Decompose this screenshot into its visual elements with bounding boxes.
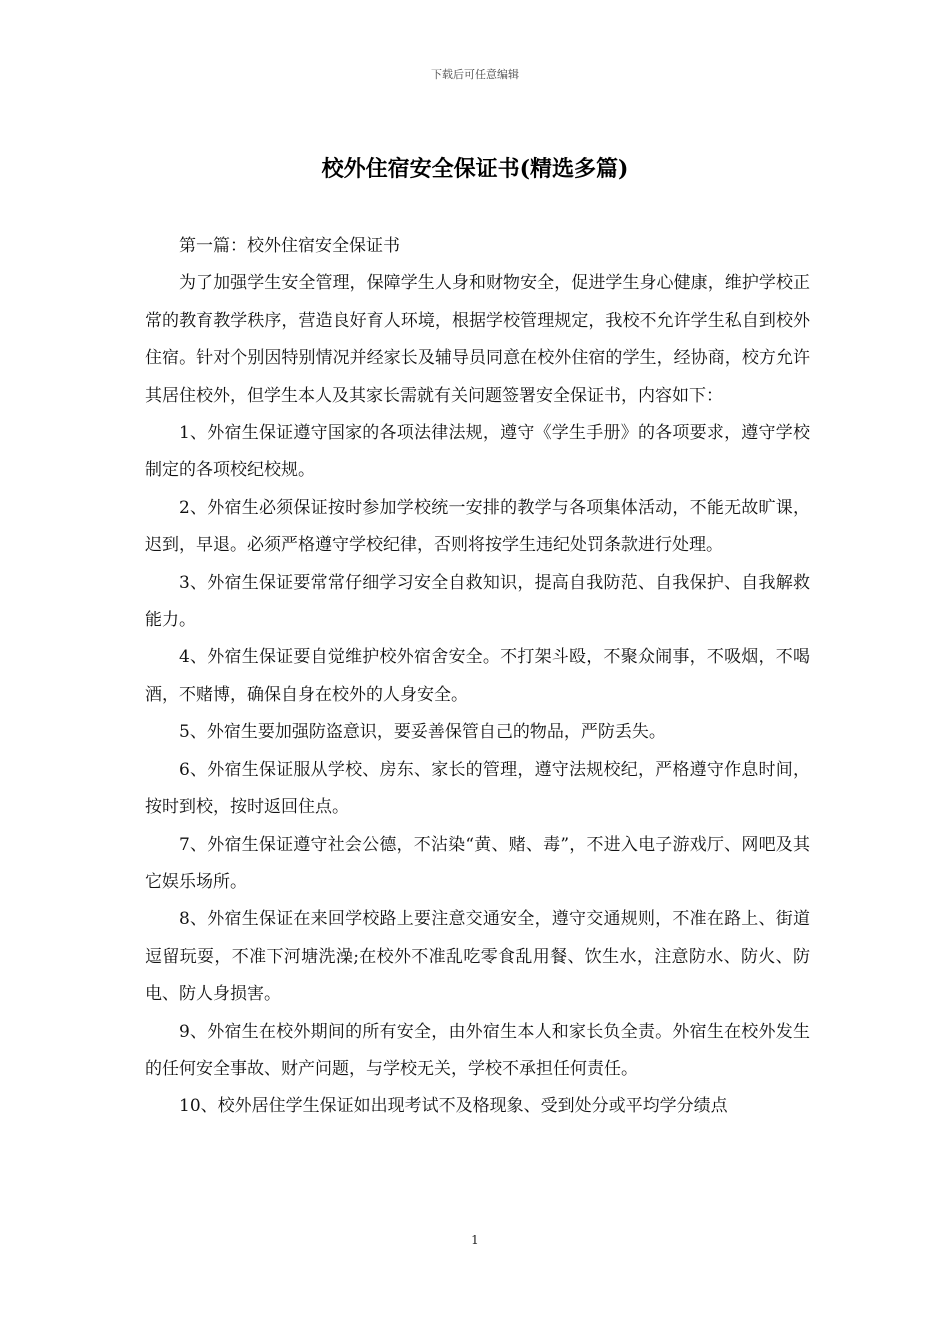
intro-paragraph: 为了加强学生安全管理，保障学生人身和财物安全，促进学生身心健康，维护学校正常的教育教学秩序，营造良好育人环境，根据学校管理规定，我校不允许学生私自到校外住宿。针对个别因特别情况并经家长及辅导员同意在校外住宿的学生，经协商，校方允许其居住校外，但学生本人及其家长需就有关问题签署安全保证书，内容如下： (145, 273, 810, 406)
clause-paragraph: 7、外宿生保证遵守社会公德，不沾染“黄、赌、毒”，不进入电子游戏厅、网吧及其它娱乐场所。 (145, 834, 810, 892)
section-heading: 第一篇：校外住宿安全保证书 (179, 236, 400, 256)
clause-paragraph: 10、校外居住学生保证如出现考试不及格现象、受到处分或平均学分绩点 (179, 1096, 728, 1117)
document-title: 校外住宿安全保证书(精选多篇) (321, 156, 629, 182)
clause-paragraph: 6、外宿生保证服从学校、房东、家长的管理，遵守法规校纪，严格遵守作息时间，按时到校，按时返回住点。 (145, 759, 810, 818)
clause-paragraph: 8、外宿生保证在来回学校路上要注意交通安全，遵守交通规则，不准在路上、街道逗留玩耍，不准下河塘洗澡;在校外不准乱吃零食乱用餐、饮生水，注意防水、防火、防电、防人身损害。 (145, 909, 810, 1005)
clause-paragraph: 1、外宿生保证遵守国家的各项法律法规，遵守《学生手册》的各项要求，遵守学校制定的各项校纪校规。 (145, 423, 810, 481)
header-note: 下载后可任意编辑 (431, 68, 519, 81)
clause-paragraph: 2、外宿生必须保证按时参加学校统一安排的教学与各项集体活动，不能无故旷课，迟到，早退。必须严格遵守学校纪律，否则将按学生违纪处罚条款进行处理。 (145, 497, 810, 556)
clause-paragraph: 4、外宿生保证要自觉维护校外宿舍安全。不打架斗殴，不聚众闹事，不吸烟，不喝酒，不赌博，确保自身在校外的人身安全。 (145, 647, 810, 705)
document-body (145, 228, 810, 1126)
clause-paragraph: 3、外宿生保证要常常仔细学习安全自救知识，提高自我防范、自我保护、自我解救能力。 (145, 572, 810, 631)
clause-paragraph: 9、外宿生在校外期间的所有安全，由外宿生本人和家长负全责。外宿生在校外发生的任何安全事故、财产问题，与学校无关，学校不承担任何责任。 (145, 1021, 810, 1079)
page-number: 1 (471, 1233, 479, 1247)
clause-paragraph: 5、外宿生要加强防盗意识，要妥善保管自己的物品，严防丢失。 (179, 722, 666, 743)
